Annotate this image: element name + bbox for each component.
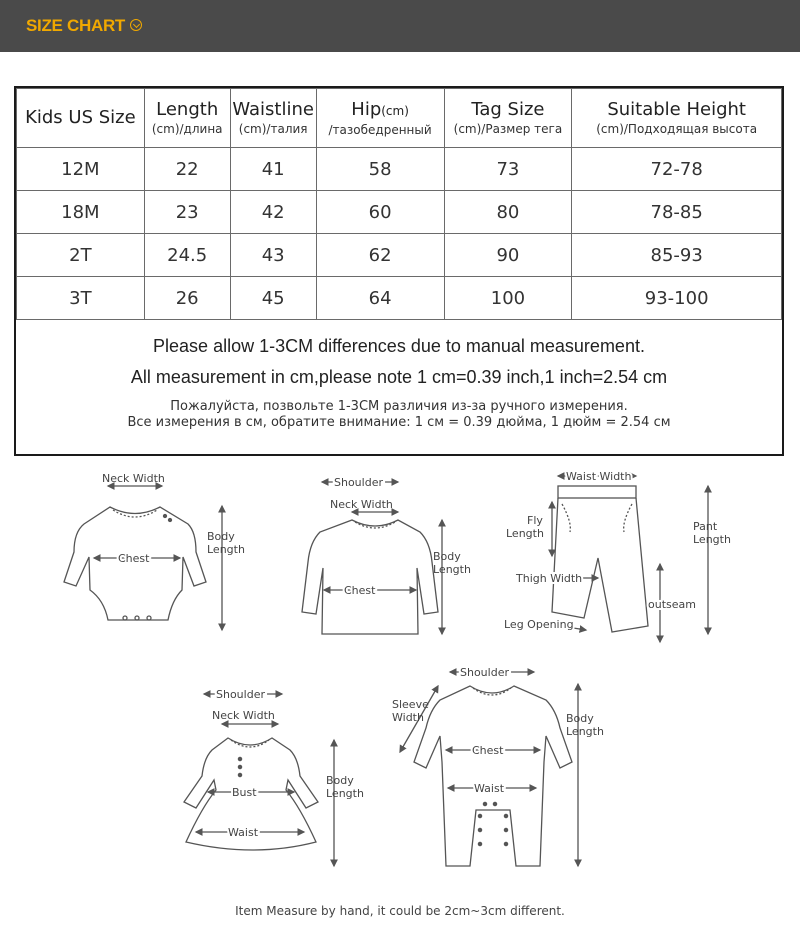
table-cell: 73 [444, 148, 572, 191]
table-cell: 78-85 [572, 191, 782, 234]
label-body-length: Body [433, 550, 461, 563]
label-neck-width: Neck Width [330, 498, 393, 511]
label-leg-opening: Leg Opening [504, 618, 574, 631]
label-bust: Bust [232, 786, 257, 799]
label-chest: Chest [472, 744, 504, 757]
table-row [17, 234, 782, 277]
measurement-diagrams [0, 462, 800, 902]
label-waist: Waist [474, 782, 505, 795]
size-table-frame [14, 86, 784, 456]
col-header-size: Kids US Size [17, 89, 145, 148]
label-body-length: Body [326, 774, 354, 787]
table-row [17, 148, 782, 191]
table-cell: 72-78 [572, 148, 782, 191]
diagrams-svg [0, 462, 800, 902]
table-cell: 90 [444, 234, 572, 277]
table-cell: 41 [230, 148, 316, 191]
table-cell: 45 [230, 277, 316, 320]
col-header-suitable-height: Suitable Height (cm)/Подходящая высота [572, 89, 782, 148]
table-cell: 42 [230, 191, 316, 234]
note-ru-unit-conversion: Все измерения в см, обратите внимание: 1 см = 0.39 дюйма, 1 дюйм = 2.54 см [127, 415, 671, 430]
col-header-length: Length (cm)/длина [144, 89, 230, 148]
table-cell: 26 [144, 277, 230, 320]
label-waist-width: Waist Width [566, 470, 632, 483]
col-header-tag-size: Tag Size (cm)/Размер тега [444, 89, 572, 148]
table-cell: 12M [17, 148, 145, 191]
label-thigh-width: Thigh Width [516, 572, 583, 585]
table-cell: 62 [316, 234, 444, 277]
size-chart-header [0, 0, 800, 52]
label-pant-length: Pant [693, 520, 718, 533]
table-cell: 80 [444, 191, 572, 234]
label-shoulder: Shoulder [216, 688, 265, 701]
label-outseam: outseam [648, 598, 696, 611]
note-manual-measurement: Please allow 1-3CM differences due to manual measurement. [153, 336, 645, 356]
label-body-length: Body [566, 712, 594, 725]
table-cell: 18M [17, 191, 145, 234]
label-shoulder: Shoulder [460, 666, 509, 679]
table-cell: 23 [144, 191, 230, 234]
label-sleeve-width: Sleeve [392, 698, 429, 711]
table-cell: 43 [230, 234, 316, 277]
table-cell: 85-93 [572, 234, 782, 277]
note-unit-conversion: All measurement in cm,please note 1 cm=0.39 inch,1 inch=2.54 cm [130, 367, 668, 387]
table-header-row [17, 89, 782, 148]
footer-note: Item Measure by hand, it could be 2cm~3cm different. [235, 904, 565, 918]
label-shoulder: Shoulder [334, 476, 383, 489]
label-body-length: Body [207, 530, 235, 543]
table-cell: 60 [316, 191, 444, 234]
label-neck-width: Neck Width [212, 709, 275, 722]
header-title: SIZE CHART [26, 16, 126, 35]
label-fly-length: Fly [527, 514, 543, 527]
note-ru-manual-measurement: Пожалуйста, позвольте 1-3CM различия из-за ручного измерения. [170, 399, 628, 414]
table-cell: 100 [444, 277, 572, 320]
col-header-waistline: Waistline (cm)/талия [230, 89, 316, 148]
table-cell: 58 [316, 148, 444, 191]
table-row [17, 191, 782, 234]
label-fly-length: Length [506, 527, 544, 540]
label-sleeve-width: Width [392, 711, 424, 724]
size-table [16, 88, 782, 320]
label-body-length: Length [433, 563, 471, 576]
label-chest: Chest [344, 584, 376, 597]
table-cell: 3T [17, 277, 145, 320]
col-header-hip: Hip(cm) /тазобедренный [316, 89, 444, 148]
table-cell: 22 [144, 148, 230, 191]
label-waist: Waist [228, 826, 259, 839]
table-cell: 93-100 [572, 277, 782, 320]
table-cell: 2T [17, 234, 145, 277]
table-cell: 24.5 [144, 234, 230, 277]
label-chest: Chest [118, 552, 150, 565]
label-body-length: Length [566, 725, 604, 738]
label-neck-width: Neck Width [102, 472, 165, 485]
table-row [17, 277, 782, 320]
chevron-circle-icon [130, 19, 142, 31]
table-cell: 64 [316, 277, 444, 320]
label-body-length: Length [326, 787, 364, 800]
label-body-length: Length [207, 543, 245, 556]
label-pant-length: Length [693, 533, 731, 546]
